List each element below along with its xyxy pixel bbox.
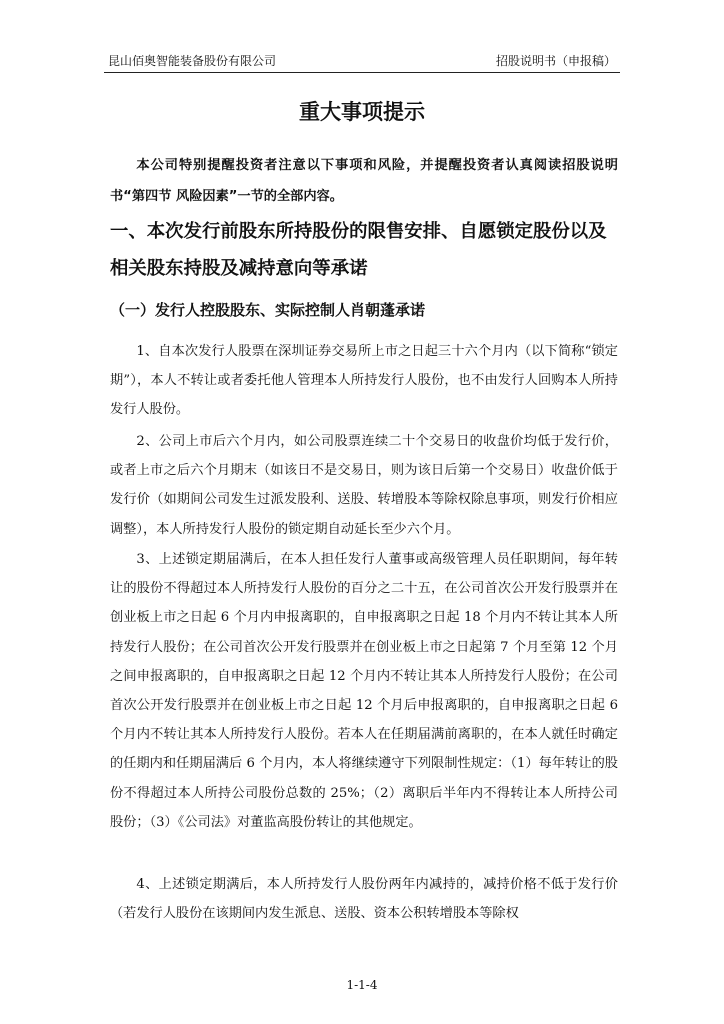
intro-paragraph: 本公司特别提醒投资者注意以下事项和风险，并提醒投资者认真阅读招股说明书“第四节 风险因素”一节的全部内容。 bbox=[110, 158, 618, 204]
body-paragraph-4: 4、上述锁定期满后，本人所持发行人股份两年内减持的，减持价格不低于发行价（若发行人股份在该期间内发生派息、送股、资本公积转增股本等除权 bbox=[110, 877, 618, 922]
body-paragraph-2: 2、公司上市后六个月内，如公司股票连续二十个交易日的收盘价均低于发行价，或者上市之后六个月期末（如该日不是交易日，则为该日后第一个交易日）收盘价低于发行价（如期间公司发生过派发股利、送股、转增股本等除权除息事项，则发行价相应调整），本人所持发行人股份的锁定期自动延长至少六个月。 bbox=[110, 434, 618, 537]
section-heading: 一、本次发行前股东所持股份的限售安排、自愿锁定股份以及相关股东持股及减持意向等承诺 bbox=[110, 221, 607, 279]
page-number: 1-1-4 bbox=[346, 978, 378, 992]
page-header bbox=[104, 48, 620, 73]
header-company-name: 昆山佰奥智能装备股份有限公司 bbox=[108, 54, 277, 68]
subsection-heading: （一）发行人控股股东、实际控制人肖朝蓬承诺 bbox=[110, 301, 426, 319]
page-title: 重大事项提示 bbox=[299, 100, 425, 124]
body-paragraph-3: 3、上述锁定期届满后，在本人担任发行人董事或高级管理人员任职期间，每年转让的股份不得超过本人所持发行人股份的百分之二十五，在公司首次公开发行股票并在创业板上市之日起 6 个月内申报离职的，自申报离职之日起 18 个月内不转让其本人所持发行人股份；在公司首次公开发行股票并在创业板上市之日起第 7 个月至第 12 个月之间申报离职的，自申报离职之日起 12 个月内不转让其本人所持发行人股份；在公司首次公开发行股票并在创业板上市之日起 12 个月后申报离职的，自申报离职之日起 6 个月内不转让其本人所持发行人股份。若本人在任期届满前离职的，在本人就任时确定的任期内和任期届满后 6 个月内，本人将继续遵守下列限制性规定：（1）每年转让的股份不得超过本人所持公司股份总数的 25%；（2）离职后半年内不得转让本人所持公司股份；（3）《公司法》对董监高股份转让的其他规定。 bbox=[110, 552, 618, 830]
body-paragraph-1: 1、自本次发行人股票在深圳证券交易所上市之日起三十六个月内（以下简称“锁定期”），本人不转让或者委托他人管理本人所持发行人股份，也不由发行人回购本人所持发行人股份。 bbox=[110, 344, 618, 418]
header-document-type: 招股说明书（申报稿） bbox=[495, 54, 616, 68]
